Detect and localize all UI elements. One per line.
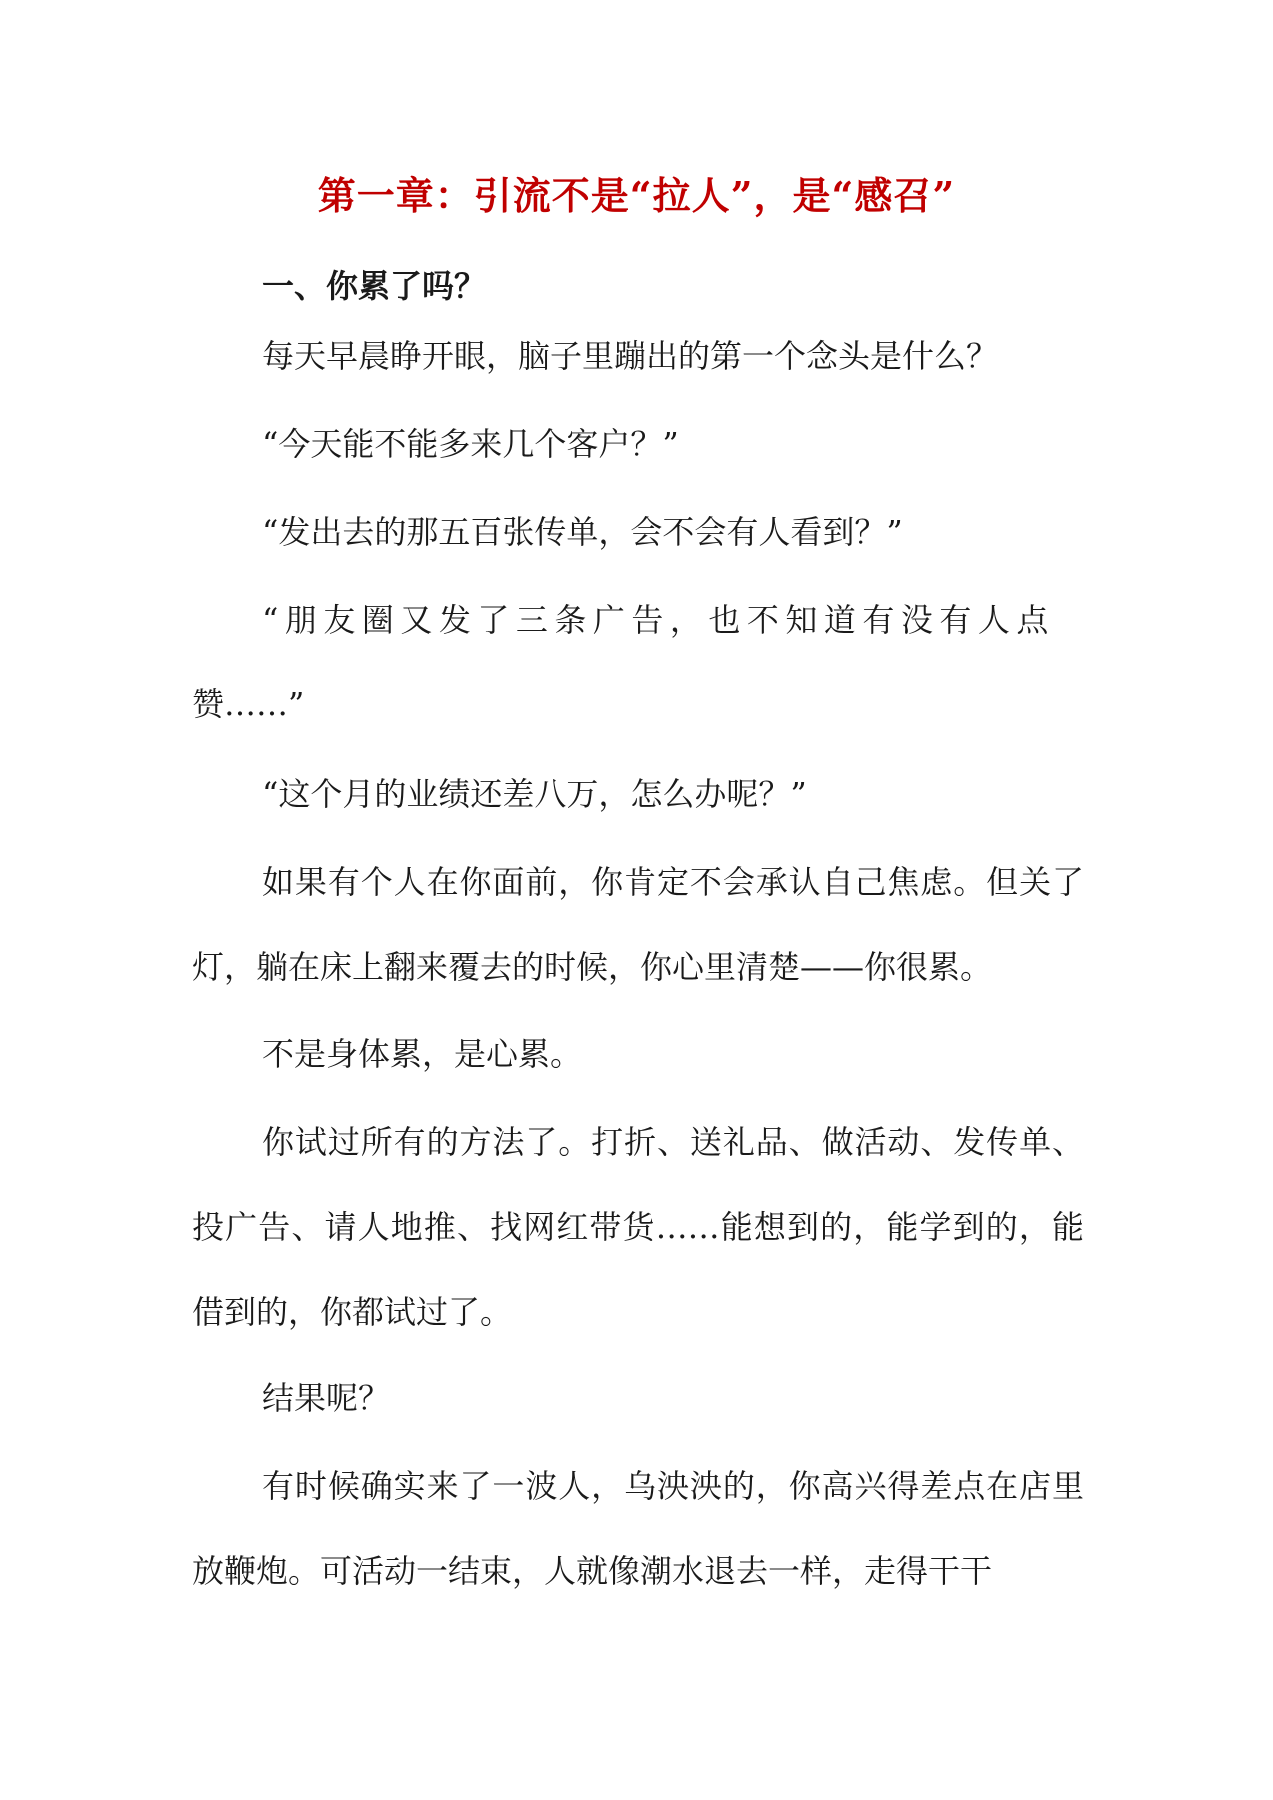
paragraph-7: 不是身体累，是心累。 bbox=[262, 1035, 583, 1073]
section-heading: 一、你累了吗？ bbox=[262, 267, 487, 305]
paragraph-6: 如果有个人在你面前，你肯定不会承认自己焦虑。但关了灯，躺在床上翻来覆去的时候，你心里清楚——你很累。 bbox=[192, 863, 1084, 986]
paragraph-4-line-2: 赞……” bbox=[192, 685, 305, 723]
paragraph-4-line-1: “朋友圈又发了三条广告，也不知道有没有人点 bbox=[262, 601, 1055, 639]
paragraph-9: 结果呢？ bbox=[262, 1379, 391, 1417]
paragraph-3: “发出去的那五百张传单，会不会有人看到？” bbox=[262, 513, 903, 551]
paragraph-5: “这个月的业绩还差八万，怎么办呢？” bbox=[262, 775, 807, 813]
paragraph-8: 你试过所有的方法了。打折、送礼品、做活动、发传单、投广告、请人地推、找网红带货……能想到的，能学到的，能借到的，你都试过了。 bbox=[192, 1123, 1084, 1331]
paragraph-1: 每天早晨睁开眼，脑子里蹦出的第一个念头是什么？ bbox=[262, 337, 999, 375]
chapter-title: 第一章：引流不是“拉人”，是“感召” bbox=[317, 173, 956, 218]
paragraph-10: 有时候确实来了一波人，乌泱泱的，你高兴得差点在店里放鞭炮。可活动一结束，人就像潮水退去一样，走得干干 bbox=[192, 1467, 1084, 1590]
paragraph-2: “今天能不能多来几个客户？” bbox=[262, 425, 679, 463]
